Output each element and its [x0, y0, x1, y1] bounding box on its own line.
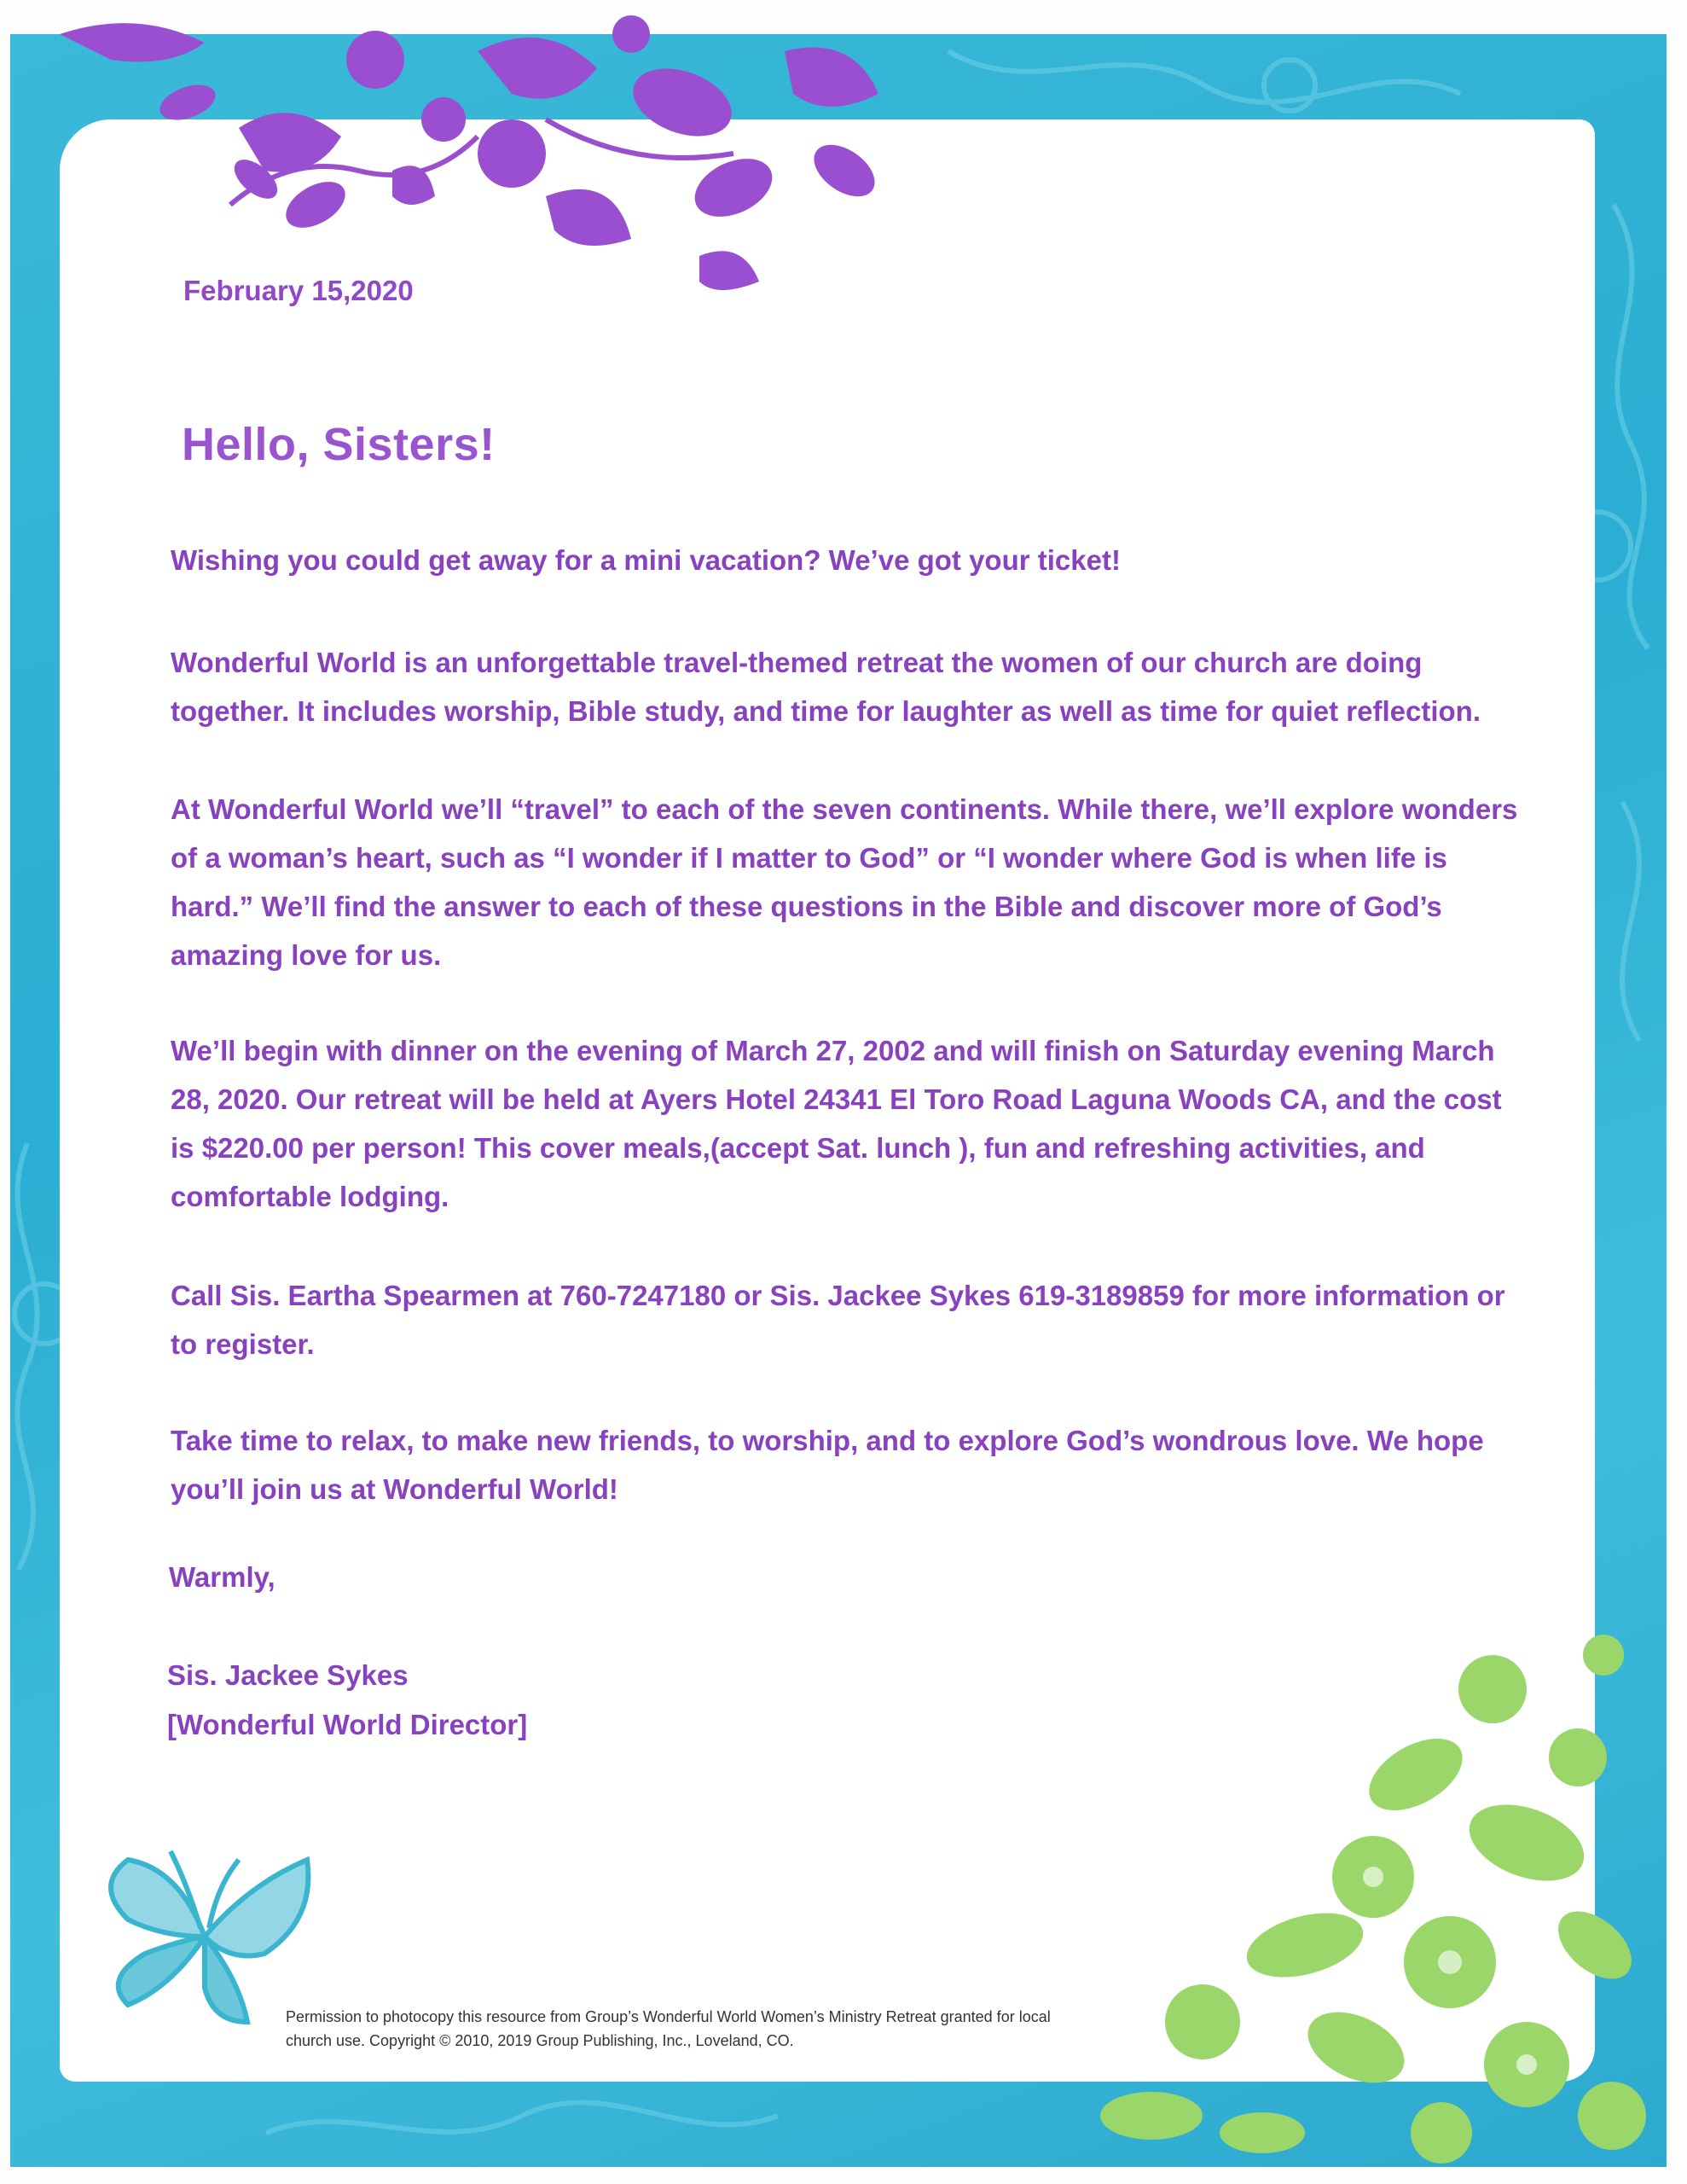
letter-date: February 15,2020 — [183, 275, 414, 306]
paragraph-intro: Wishing you could get away for a mini vacation? We’ve got your ticket! — [171, 544, 1121, 576]
paragraph-about: Wonderful World is an unforgettable travel-themed retreat the women of our church are doing together. It includes worship, Bible study, and time for laughter as well as time for quiet reflection. — [171, 647, 1481, 727]
purple-floral-icon — [34, 0, 921, 324]
permission-notice: Permission to photocopy this resource from Group’s Wonderful World Women’s Ministry Retreat granted for local church use. Copyright © 2010, 2019 Group Publishing, Inc., Loveland, CO. — [286, 2008, 1051, 2049]
signature-title: [Wonderful World Director] — [167, 1709, 528, 1740]
closing: Warmly, — [169, 1561, 275, 1593]
greeting-heading: Hello, Sisters! — [182, 419, 496, 470]
paragraph-invite: Take time to relax, to make new friends, to worship, and to explore God’s wondrous love. We hope you’ll join us at Wonderful World! — [171, 1425, 1484, 1505]
signature-name: Sis. Jackee Sykes — [167, 1659, 409, 1691]
paragraph-details: We’ll begin with dinner on the evening of March 27, 2002 and will finish on Saturday evening March 28, 2020. Our retreat will be held at Ayers Hotel 24341 El Toro Road Laguna Woods CA, and the cost is $220.00 per person! This cover meals,(accept Sat. lunch ), fun and refreshing activities, and comfortable lodging. — [171, 1035, 1502, 1212]
paragraph-contact: Call Sis. Eartha Spearmen at 760-7247180 or Sis. Jackee Sykes 619-3189859 for more information or to register. — [171, 1280, 1505, 1360]
green-floral-icon — [1049, 1621, 1663, 2167]
paragraph-continents: At Wonderful World we’ll “travel” to each of the seven continents. While there, we’ll explore wonders of a woman’s heart, such as “I wonder if I matter to God” or “I wonder where God is when life is hard.” We’ll find the answer to each of these questions in the Bible and discover more of God’s amazing love for us. — [171, 793, 1518, 971]
